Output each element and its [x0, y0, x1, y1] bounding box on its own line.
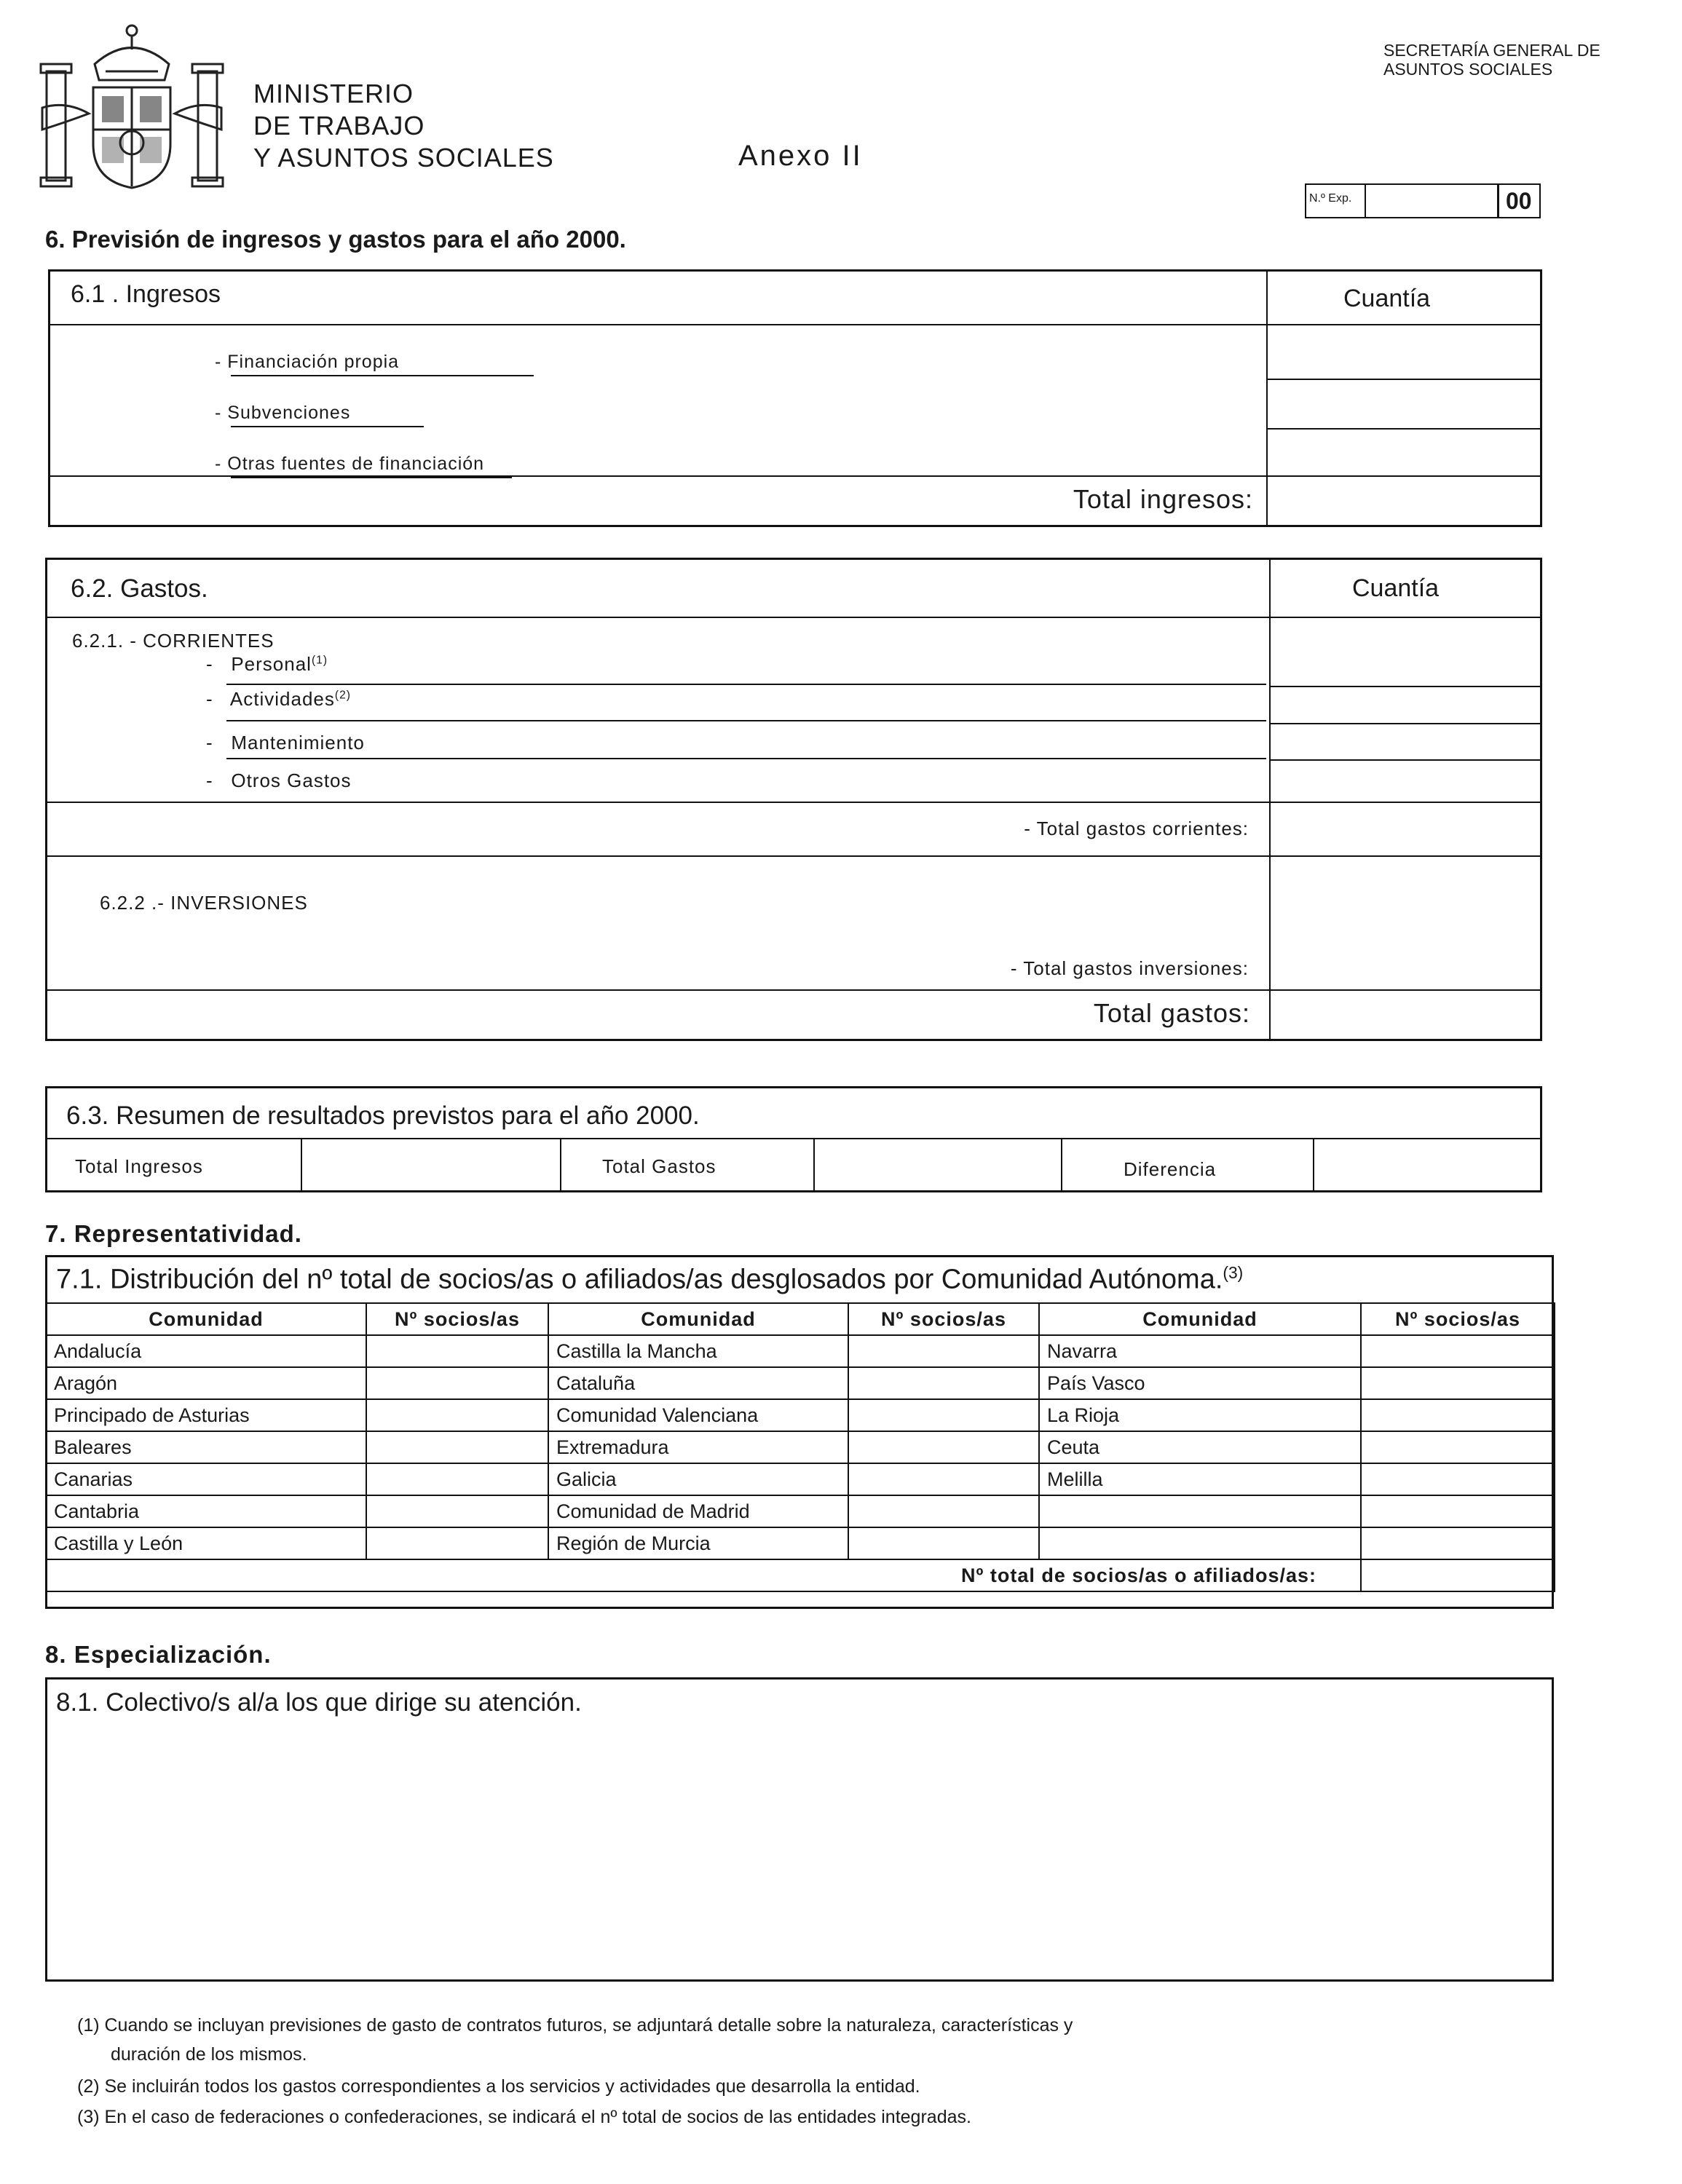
exp-code: 00 — [1506, 188, 1532, 214]
section-7-title: 7. Representatividad. — [45, 1220, 302, 1247]
col-socios-header: Nº socios/as — [366, 1303, 548, 1335]
resumen-total-ingresos-value[interactable] — [302, 1139, 559, 1190]
exp-number-field[interactable] — [1366, 185, 1497, 217]
socios-count-field[interactable] — [366, 1367, 548, 1399]
socios-count-field[interactable] — [1361, 1495, 1555, 1527]
comunidades-row — [46, 1367, 1555, 1399]
resumen-total-gastos-value[interactable] — [815, 1139, 1060, 1190]
socios-count-field[interactable] — [848, 1399, 1039, 1431]
gastos-item-actividades: - Actividades$^{(2)}$ — [206, 688, 351, 710]
comunidades-table — [45, 1302, 1555, 1592]
socios-count-field[interactable] — [848, 1495, 1039, 1527]
gastos-value-otros[interactable] — [1271, 761, 1540, 801]
gastos-value-actividades[interactable] — [1271, 687, 1540, 722]
resumen-table — [45, 1086, 1542, 1192]
gastos-item-otros: - Otros Gastos — [206, 769, 352, 791]
gastos-value-personal[interactable] — [1271, 618, 1540, 685]
socios-count-field[interactable] — [848, 1527, 1039, 1559]
ingresos-table — [48, 269, 1542, 527]
expedient-number-box — [1305, 183, 1541, 218]
comunidades-row — [46, 1463, 1555, 1495]
comunidades-header-row — [46, 1303, 1555, 1335]
colectivos-textarea[interactable] — [55, 1726, 1544, 1974]
socios-count-field[interactable] — [366, 1463, 548, 1495]
comunidad-name: Baleares — [46, 1431, 366, 1463]
comunidad-name: Región de Murcia — [548, 1527, 848, 1559]
gastos-table — [45, 558, 1542, 1041]
gastos-cuantia-header: Cuantía — [1352, 574, 1440, 602]
comunidad-name: Extremadura — [548, 1431, 848, 1463]
col-comunidad-header: Comunidad — [548, 1303, 848, 1335]
gastos-item-personal: - Personal$^{(1)}$ — [206, 653, 328, 675]
ingresos-title: 6.1 . Ingresos — [71, 280, 221, 308]
comunidad-name: Comunidad de Madrid — [548, 1495, 848, 1527]
comunidad-name: La Rioja — [1039, 1399, 1361, 1431]
col-comunidad-header: Comunidad — [46, 1303, 366, 1335]
socios-count-field[interactable] — [1361, 1463, 1555, 1495]
gastos-value-mantenimiento[interactable] — [1271, 724, 1540, 759]
comunidades-row — [46, 1527, 1555, 1559]
socios-count-field[interactable] — [1361, 1367, 1555, 1399]
socios-count-field[interactable] — [1361, 1431, 1555, 1463]
comunidad-name: Principado de Asturias — [46, 1399, 366, 1431]
secretaria-line-1: SECRETARÍA GENERAL DE — [1383, 41, 1600, 60]
socios-count-field[interactable] — [366, 1431, 548, 1463]
comunidades-row — [46, 1335, 1555, 1367]
comunidad-name: Castilla y León — [46, 1527, 366, 1559]
total-inversiones-value[interactable] — [1271, 857, 1540, 989]
gastos-title: 6.2. Gastos. — [71, 574, 208, 603]
total-inversiones-label: - Total gastos inversiones: — [1010, 957, 1249, 979]
footnote-3: (3) En el caso de federaciones o confederaciones, se indicará el nº total de socios de las entidades integradas. — [77, 2107, 971, 2127]
total-gastos-value[interactable] — [1271, 991, 1540, 1039]
socios-count-field[interactable] — [366, 1335, 548, 1367]
ministry-line-3: Y ASUNTOS SOCIALES — [253, 143, 554, 173]
resumen-diferencia-label: Diferencia — [1124, 1158, 1217, 1180]
footnote-1-cont: duración de los mismos. — [111, 2044, 307, 2065]
comunidad-name: Ceuta — [1039, 1431, 1361, 1463]
exp-label: N.º Exp. — [1309, 192, 1352, 205]
total-ingresos-label: Total ingresos: — [1073, 484, 1253, 514]
col-comunidad-header: Comunidad — [1039, 1303, 1361, 1335]
representatividad-subtitle: 7.1. Distribución del nº total de socios/as o afiliados/as desglosados por Comunidad Autónoma.$^{(3)}$ — [56, 1263, 1244, 1295]
col-socios-header: Nº socios/as — [848, 1303, 1039, 1335]
section-8-title: 8. Especialización. — [45, 1641, 272, 1668]
socios-count-field[interactable] — [366, 1495, 548, 1527]
comunidad-name: País Vasco — [1039, 1367, 1361, 1399]
secretaria-line-2: ASUNTOS SOCIALES — [1383, 60, 1553, 79]
comunidad-name — [1039, 1527, 1361, 1559]
resumen-diferencia-value[interactable] — [1314, 1139, 1540, 1190]
ingresos-cuantia-header: Cuantía — [1343, 285, 1431, 312]
ministry-line-2: DE TRABAJO — [253, 111, 425, 141]
representatividad-box — [45, 1255, 1554, 1609]
anexo-title: Anexo II — [738, 140, 863, 172]
socios-count-field[interactable] — [848, 1463, 1039, 1495]
socios-count-field[interactable] — [366, 1399, 548, 1431]
ingresos-item-financiacion: - Financiación propia — [215, 352, 400, 372]
total-corrientes-value[interactable] — [1271, 803, 1540, 855]
socios-count-field[interactable] — [366, 1527, 548, 1559]
socios-count-field[interactable] — [848, 1367, 1039, 1399]
socios-count-field[interactable] — [848, 1335, 1039, 1367]
comunidad-name: Castilla la Mancha — [548, 1335, 848, 1367]
resumen-total-ingresos-label: Total Ingresos — [75, 1155, 203, 1177]
comunidad-name: Galicia — [548, 1463, 848, 1495]
socios-count-field[interactable] — [1361, 1399, 1555, 1431]
total-gastos-label: Total gastos: — [1093, 998, 1250, 1028]
footnote-2: (2) Se incluirán todos los gastos correspondientes a los servicios y actividades que desarrolla la entidad. — [77, 2076, 920, 2097]
total-ingresos-value[interactable] — [1268, 477, 1540, 523]
coat-of-arms-logo — [36, 20, 227, 192]
colectivos-subtitle: 8.1. Colectivo/s al/a los que dirige su atención. — [56, 1688, 582, 1717]
total-socios-label: Nº total de socios/as o afiliados/as: — [46, 1559, 1361, 1591]
gastos-item-mantenimiento: - Mantenimiento — [206, 732, 365, 753]
comunidad-name: Andalucía — [46, 1335, 366, 1367]
ministry-line-1: MINISTERIO — [253, 79, 414, 108]
comunidad-name: Canarias — [46, 1463, 366, 1495]
ingresos-value-subvenciones[interactable] — [1268, 380, 1540, 427]
socios-count-field[interactable] — [848, 1431, 1039, 1463]
resumen-title: 6.3. Resumen de resultados previstos para el año 2000. — [66, 1101, 700, 1130]
corrientes-title: 6.2.1. - CORRIENTES — [72, 630, 275, 652]
comunidad-name: Cantabria — [46, 1495, 366, 1527]
ingresos-value-financiacion[interactable] — [1268, 325, 1540, 378]
comunidades-row — [46, 1495, 1555, 1527]
comunidad-name: Cataluña — [548, 1367, 848, 1399]
total-socios-value[interactable] — [1361, 1559, 1555, 1591]
section-6-title: 6. Previsión de ingresos y gastos para el año 2000. — [45, 226, 626, 253]
inversiones-title: 6.2.2 .- INVERSIONES — [100, 892, 308, 914]
comunidad-name: Navarra — [1039, 1335, 1361, 1367]
colectivos-box — [45, 1677, 1554, 1982]
total-corrientes-label: - Total gastos corrientes: — [1024, 818, 1249, 839]
comunidad-name: Comunidad Valenciana — [548, 1399, 848, 1431]
resumen-total-gastos-label: Total Gastos — [602, 1155, 716, 1177]
col-socios-header: Nº socios/as — [1361, 1303, 1555, 1335]
comunidad-name — [1039, 1495, 1361, 1527]
total-socios-row — [46, 1559, 1555, 1591]
socios-count-field[interactable] — [1361, 1335, 1555, 1367]
ingresos-value-otras[interactable] — [1268, 430, 1540, 475]
footnote-1: (1) Cuando se incluyan previsiones de gasto de contratos futuros, se adjuntará detalle sobre la naturaleza, características y — [77, 2015, 1073, 2035]
ingresos-item-subvenciones: - Subvenciones — [215, 403, 351, 423]
ingresos-item-otras: - Otras fuentes de financiación — [215, 454, 485, 474]
comunidades-row — [46, 1431, 1555, 1463]
comunidades-row — [46, 1399, 1555, 1431]
comunidad-name: Melilla — [1039, 1463, 1361, 1495]
comunidad-name: Aragón — [46, 1367, 366, 1399]
socios-count-field[interactable] — [1361, 1527, 1555, 1559]
